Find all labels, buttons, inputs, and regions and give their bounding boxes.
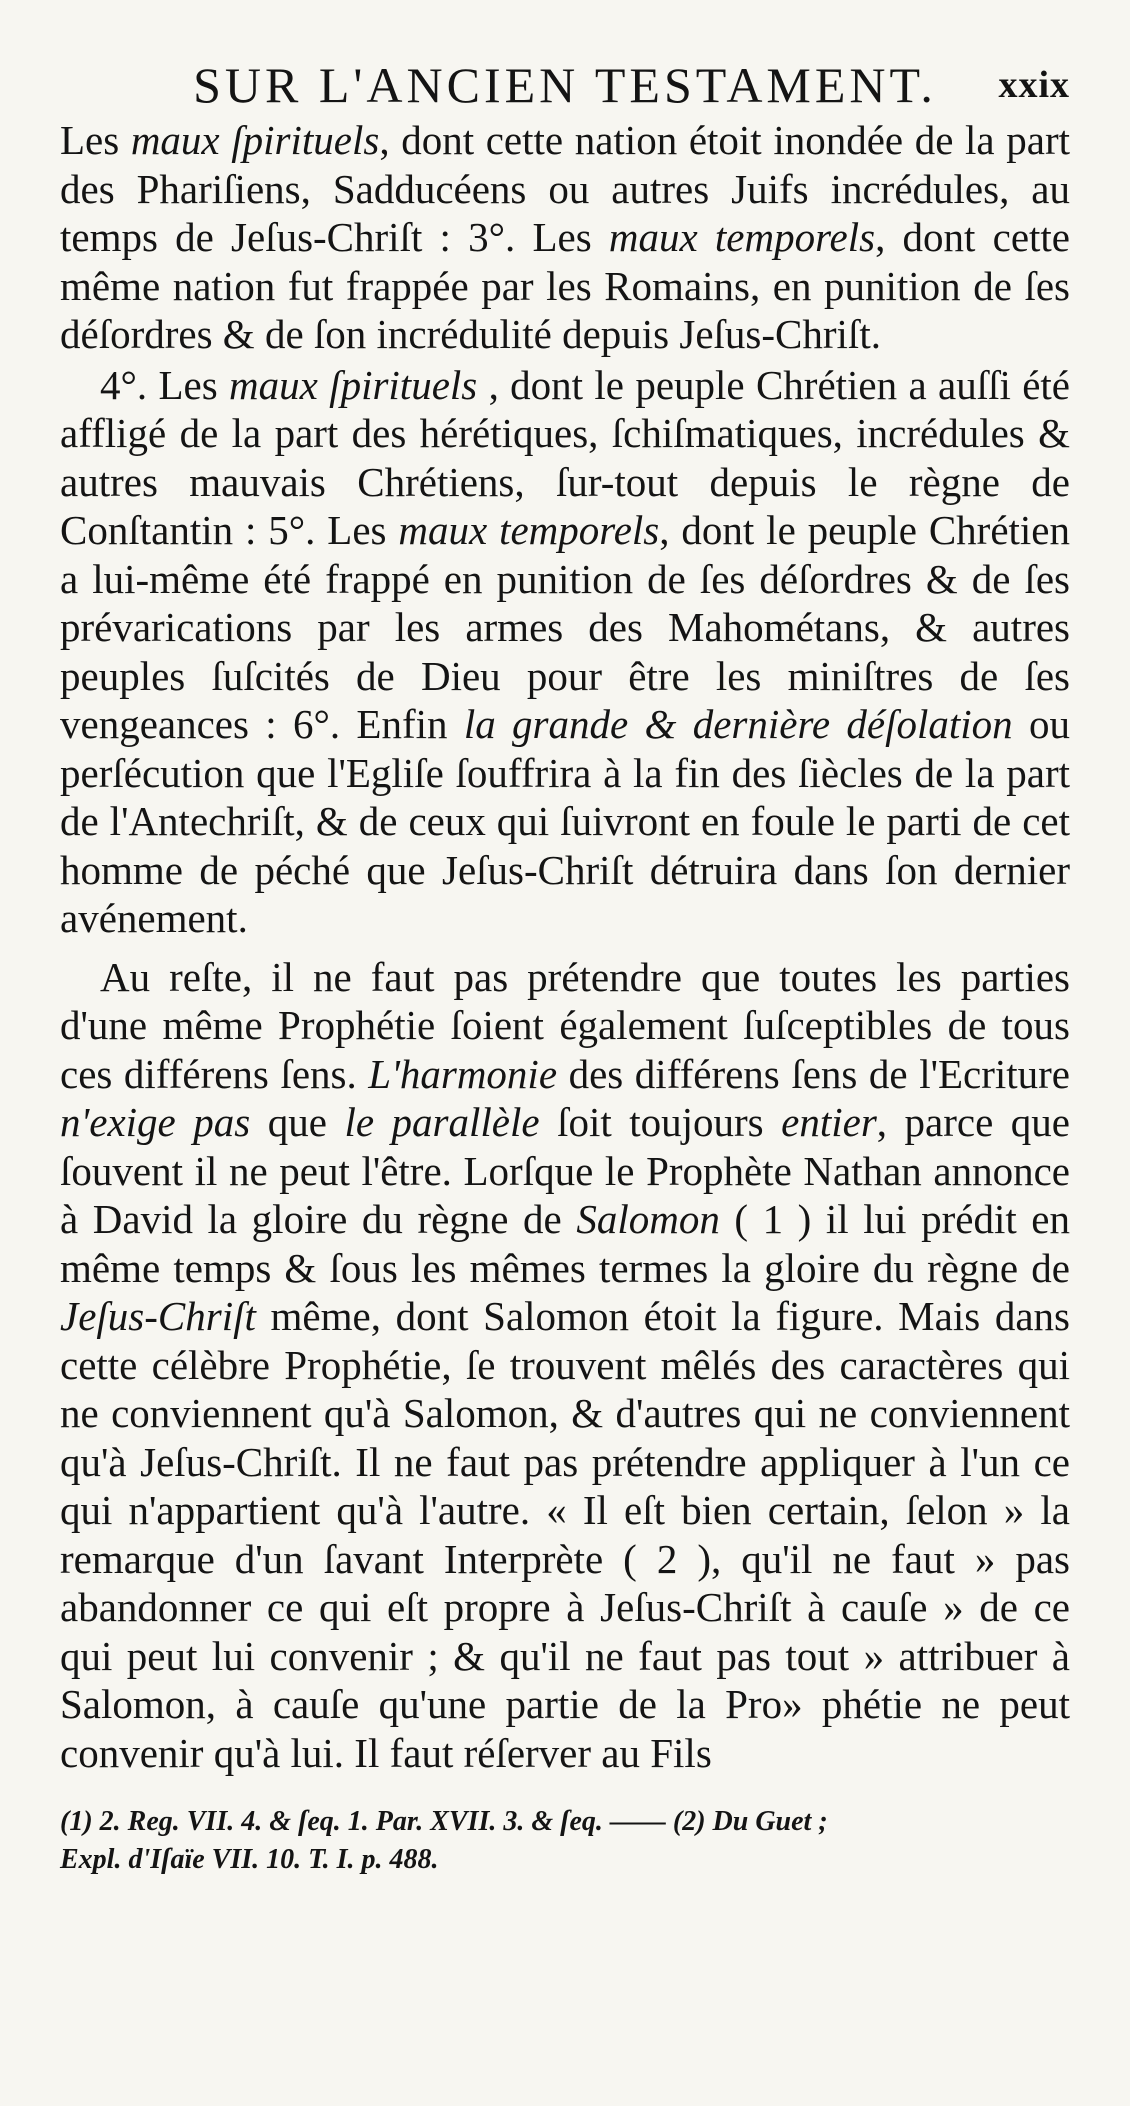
text-run: , parce que ſouvent il ne peut l'être. Lorſque le Prophète Nathan annonce à David la gloire du règne de	[60, 1099, 1070, 1242]
italic-run: L'harmonie	[368, 1050, 558, 1097]
italic-run: le parallèle	[344, 1099, 540, 1145]
footnote-line: (1) 2. Reg. VII. 4. & ſeq. 1. Par. XVII. 3. & ſeq. —— (2) Du Guet ;	[60, 1806, 828, 1837]
italic-run: la grande & dernière déſolation	[463, 701, 1013, 747]
footnote-line: Expl. d'Iſaïe VII. 10. T. I. p. 488.	[60, 1844, 439, 1875]
text-run: ſoit toujours	[539, 1099, 782, 1145]
text-run: 4°. Les	[100, 361, 230, 408]
text-run: que	[250, 1099, 345, 1145]
paragraph	[60, 116, 1070, 359]
text-run: Les	[60, 117, 131, 163]
paragraph	[60, 953, 1070, 1778]
text-run: , dont cette nation étoit inondée de la part des Phariſiens, Sadducéens ou autres Juifs incrédules, au temps de Jeſus-Chriſt : 3°. Les	[60, 117, 1070, 260]
text-run: , dont cette même nation fut frappée par les Romains, en punition de ſes déſordres & de ſon incrédulité depuis Jeſus-Chriſt.	[60, 214, 1070, 357]
text-run: , dont le peuple Chrétien a lui-même été frappé en punition de ſes déſordres & de ſes prévarications par les armes des Mahométans, & autres peuples ſuſcités de Dieu pour être les miniſtres de ſes vengeances : 6°. Enfin	[60, 507, 1071, 747]
italic-run: entier	[781, 1099, 877, 1145]
footnotes	[60, 1803, 1070, 1879]
body-text	[60, 116, 1070, 1777]
running-head	[60, 54, 1070, 116]
italic-run: maux temporels	[398, 507, 660, 553]
page-number: xxix	[998, 64, 1070, 106]
text-run: même, dont Salomon étoit la figure. Mais dans cette célèbre Prophétie, ſe trouvent mêlés des caractères qui ne conviennent qu'à Salomon, & d'autres qui ne conviennent qu'à Jeſus-Chriſt. Il ne faut pas prétendre appliquer à l'un ce qui n'appartient qu'à l'autre. « Il eſt bien certain, ſelon » la remarque d'un ſavant Interprète ( 2 ), qu'il ne faut » pas abandonner ce qui eſt propre à Jeſus-Chriſt à cauſe » de ce qui peut lui convenir ; & qu'il ne faut pas tout » attribuer à Salomon, à cauſe qu'une partie de la Pro» phétie ne peut convenir qu'à lui. Il faut réſerver au Fils	[60, 1293, 1070, 1776]
text-run: ( 1 ) il lui prédit en même temps & ſous les mêmes termes la gloire du règne de	[60, 1196, 1070, 1291]
text-run: , dont le peuple Chrétien a auſſi été affligé de la part des hérétiques, ſchiſmatiques, incrédules & autres mauvais Chrétiens, ſur-tout depuis le règne de Conſtantin : 5°. Les	[60, 361, 1071, 553]
text-run: ou perſécution que l'Egliſe ſouffrira à la fin des ſiècles de la part de l'Antechriſt, & de ceux qui ſuivront en foule le parti de cet homme de péché que Jeſus-Chriſt détruira dans ſon dernier avénement.	[60, 701, 1071, 941]
running-title: SUR L'ANCIEN TESTAMENT.	[193, 57, 937, 113]
italic-run: maux ſpirituels	[130, 117, 380, 163]
text-run: des différens ſens de l'Ecriture	[557, 1050, 1070, 1097]
paragraph	[60, 361, 1070, 943]
italic-run: Jeſus-Chriſt	[60, 1293, 256, 1339]
text-run: Au reſte, il ne faut pas prétendre que toutes les parties d'une même Prophétie ſoient également ſuſceptibles de tous ces différens ſens.	[60, 953, 1070, 1097]
italic-run: maux ſpirituels	[229, 361, 478, 408]
italic-run: maux temporels	[608, 214, 876, 260]
italic-run: n'exige pas	[60, 1099, 251, 1145]
italic-run: Salomon	[576, 1196, 720, 1242]
